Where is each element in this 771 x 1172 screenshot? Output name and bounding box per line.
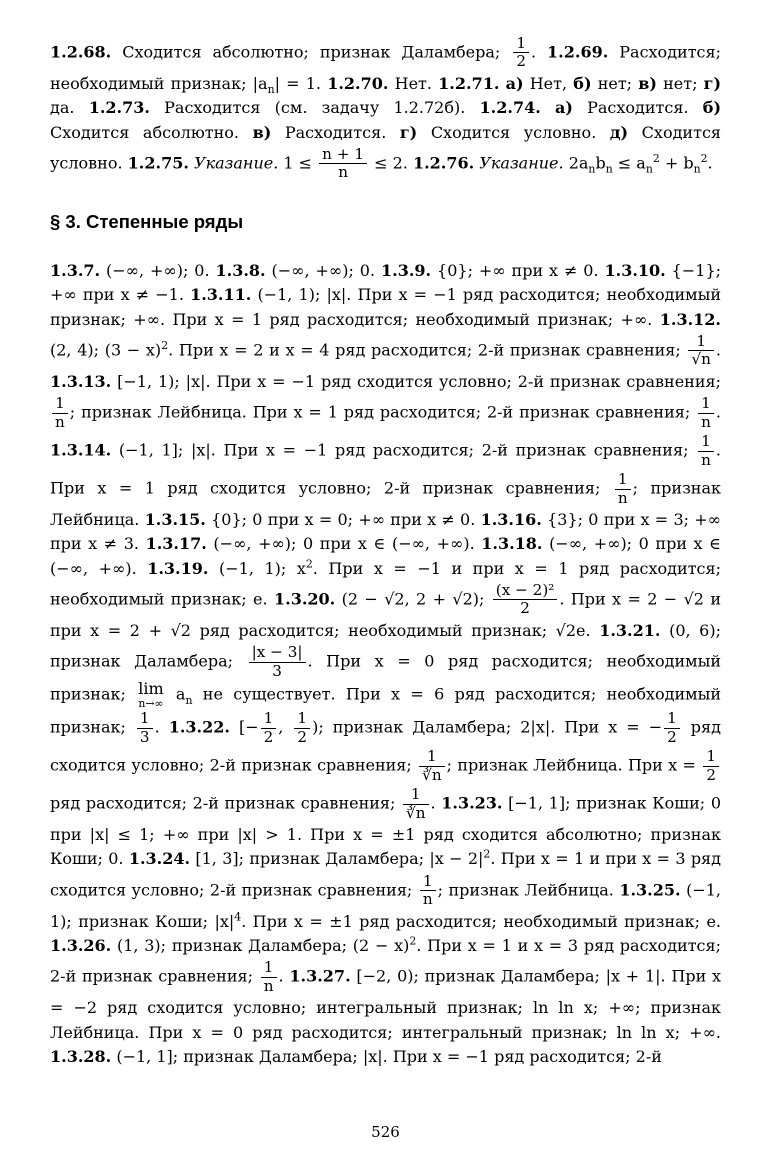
section-heading: § 3. Степенные ряды (50, 210, 244, 232)
answers-paragraph-section-1-3: 1.3.7. (−∞, +∞); 0. 1.3.8. (−∞, +∞); 0. 1.3.9. {0}; +∞ при x ≠ 0. 1.3.10. {−1}; +∞ при x ≠ −1. 1.3.11. (−1, 1); |x|. При x = −1 ряд расходится; необходимый признак; +∞. При x = 1 ряд расходится; необходимый признак; +∞. 1.3.12. (2, 4); $(3 - x)^2$. При x = 2 и x = 4 ряд расходится; 2-й признак сравнения; $\frac{1}{√n}$ . 1.3.13. [−1, 1); |x|. При x = −1 ряд сходится условно; 2-й признак сравнения; $\frac{1}{n}$ ; признак Лейбница. При x = 1 ряд расходится; 2-й признак сравнения; $\frac{1}{n}$ . 1.3.14. (−1, 1]; |x|. При x = −1 ряд расходится; 2-й признак сравнения; $\frac{1}{n}$ . При x = 1 ряд сходится условно; 2-й признак сравнения; $\frac{1}{n}$ ; признак Лейбница. 1.3.15. {0}; 0 при x = 0; +∞ при x ≠ 0. 1.3.16. {3}; 0 при x = 3; +∞ при x ≠ 3. 1.3.17. (−∞, +∞); 0 при x ∈ (−∞, +∞). 1.3.18. (−∞, +∞); 0 при x ∈ (−∞, +∞). 1.3.19. (−1, 1); $x^2$. При x = −1 и при x = 1 ряд расходится; необходимый признак; e. 1.3.20. (2 − √2, 2 + √2); $\frac{\text{(x − 2)²}}{2}$ . При x = 2 − √2 и при x = 2 + √2 ряд расходится; необходимый признак; √2e. 1.3.21. (0, 6); признак Даламбера; $\frac{|x - 3|}{3}$ . При x = 0 ряд расходится; необходимый признак; lim n→∞ $a_n$ не существует. При x = 6 ряд расходится; необходимый признак; $\frac{1}{3}$ . 1.3.22. [− $\frac{1}{2}$ , $\frac{1}{2}$ ); признак Даламбера; 2|x|. При x = − $\frac{1}{2}$ ряд сходится условно; 2-й признак сравнения; $\frac{1}{∛n}$ ; признак Лейбница. При x = $\frac{1}{2}$ ряд расходится; 2-й признак сравнения; $\frac{1}{∛n}$ . 1.3.23. [−1, 1]; признак Коши; 0 при |x| ≤ 1; +∞ при |x| > 1. При x = ±1 ряд сходится абсолютно; признак Коши; 0. 1.3.24. [1, 3]; признак Даламбера; $|x - 2|^2$. При x = 1 и при x = 3 ряд сходится условно; 2-й признак сравнения; $\frac{1}{n}$ ; признак Лейбница. 1.3.25. (−1, 1); признак Коши; $|x|^4$. При x = ±1 ряд расходится; необходимый признак; e. 1.3.26. (1, 3); признак Даламбера; $(2 - x)^2$. При x = 1 и x = 3 ряд расходится; 2-й признак сравнения; $\frac{1}{n}$ . 1.3.27. [−2, 0); признак Даламбера; |x + 1|. При x = −2 ряд сходится условно; интегральный признак; ln ln x; +∞; признак Лейбница. При x = 0 ряд расходится; интегральный признак; ln ln x; +∞. 1.3.28. (−1, 1]; признак Даламбера; |x|. При x = −1 ряд расходится; 2-й (50, 261, 722, 1066)
answers-paragraph-section-1-2: 1.2.68. Сходится абсолютно; признак Даламбера; $\frac{1}{2}$ . 1.2.69. Расходится; необходимый признак; $|a_n| = 1$. 1.2.70. Нет. 1.2.71. а) Нет, б) нет; в) нет; г) да. 1.2.73. Расходится (см. задачу 1.2.72б). 1.2.74. а) Расходится. б) Сходится абсолютно. в) Расходится. г) Сходится условно. д) Сходится условно. 1.2.75. Указание. 1 ≤ $\frac{n + 1}{n}$ ≤ 2. 1.2.76. Указание. $2a_nb_n \le a_n^2 + b_n^2$. (50, 34, 722, 182)
page-number: 526 (371, 1123, 400, 1142)
